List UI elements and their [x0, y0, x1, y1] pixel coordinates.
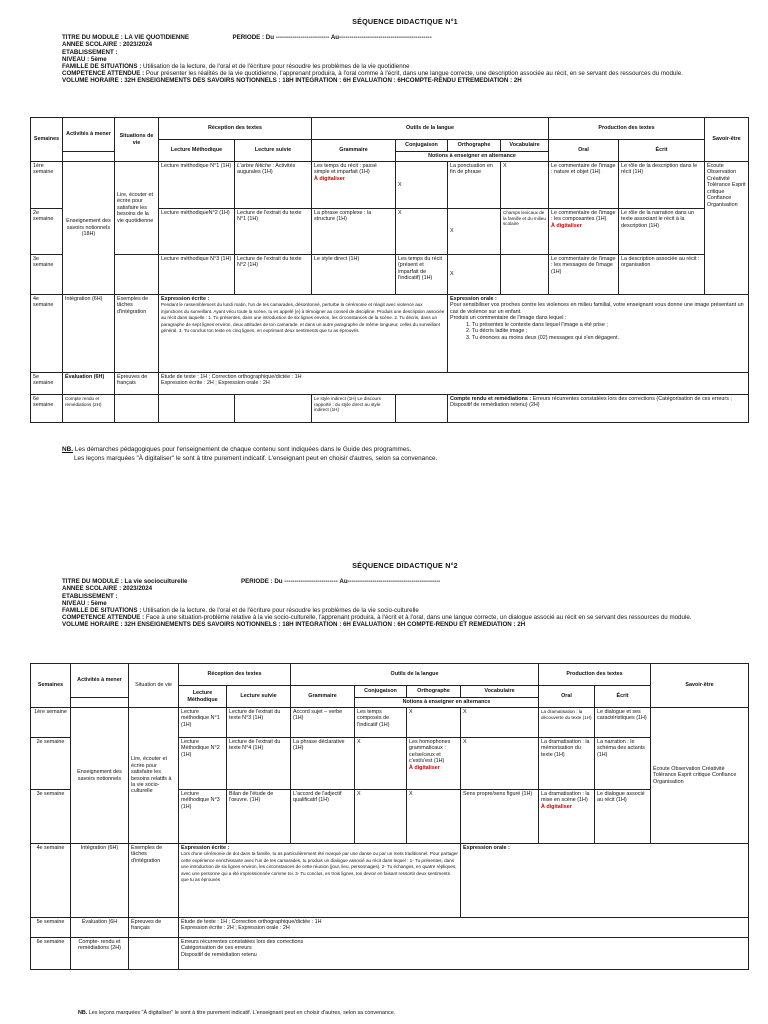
oral-text: La dramatisation : la mise en scène (1H)	[541, 791, 590, 804]
module-line	[62, 578, 748, 585]
volume-horaire: VOLUME HORAIRE : 32H ENSEIGNEMENTS DES SAVOIRS NOTIONNELS : 18H INTÉGRATION : 6H ÉVALUATION : 6H COMPTE-RENDU ET REMÉDIATION : 2H	[62, 621, 526, 629]
periode: PÉRIODE : Du -------------------------- Au---------------------------------------------	[240, 578, 441, 586]
digitaliser-tag: À digitaliser	[409, 764, 440, 771]
nb-label: NB.	[78, 1010, 88, 1016]
week-cell: 6e semaine	[31, 395, 63, 423]
lecture-suivie-cell: Lecture de l'extrait du texte N°1 (1H)	[235, 209, 312, 255]
orthographe-cell: La ponctuation en fin de phrase	[448, 162, 501, 209]
lecture-methodique-cell: Lecture méthodique N°1 (1H)	[159, 162, 235, 209]
orthographe-text: Les homophones grammaticaux : ce/se/ceux et c'est/s'est (1H)	[409, 739, 451, 765]
header-reception: Réception des textes	[159, 118, 312, 140]
compte-rendu-activite: Compte rendu et remédiations (2H)	[63, 395, 115, 423]
header-oral: Oral	[549, 140, 619, 162]
compte-rendu-details	[448, 395, 749, 423]
sequence-title: SÉQUENCE DIDACTIQUE N°2	[352, 561, 458, 570]
grammaire-text: Les temps du récit : passé simple et imparfait (1H)	[314, 163, 377, 176]
compte-rendu-line: Erreurs récurrentes constatées lors des corrections	[181, 939, 304, 945]
orale-item: 1. Tu présentes le contexte dans lequel l'image a été prise ;	[466, 321, 608, 328]
header-lecture-methodique: Lecture Méthodique	[159, 140, 235, 162]
header-situations: Situations de vie	[115, 118, 159, 162]
empty-cell	[129, 938, 179, 970]
header-activites-empty	[63, 152, 115, 162]
oeuvre-title: L'arbre fétiche :	[237, 163, 274, 169]
integration-situation: Exemples de tâches d'intégration	[115, 295, 159, 373]
grammaire-cell: La phrase déclarative (1H)	[291, 738, 355, 790]
lecture-suivie-text: Activités augurales (1H)	[237, 163, 296, 176]
expression-orale-cell	[461, 844, 749, 918]
expression-orale-task: Produis un commentaire de l'image dans lequel :	[450, 315, 567, 322]
evaluation-situation: Épreuves de français	[129, 918, 179, 938]
expression-ecrite-body: Pendant le rassemblement du lundi matin, l'un de tes camarades, désordonné, perturbe la cérémonie et réagit avec violence aux injonctions du surveillant. Ayant vécu toute la scène, tu es appelé (e) à témoigner au conseil de discipline. Produis une description associée au récit dans laquelle : 1. Tu présentes, dans une introduction de six lignes environ, les circonstances de la scène. 2. Tu décris, dans un paragraphe de sept lignes environ, deux attitudes de ton camarade, et dans un autre paragraphe de même longueur, celles du surveillant général. 3. Tu conclus ton texte en cinq lignes, en exprimant deux sentiments que tu as éprouvés.	[161, 302, 445, 334]
integration-activite: Intégration (6H)	[71, 844, 129, 918]
expression-orale-intro: Pour sensibiliser vos proches contre les violences en milieu familial, votre enseignant vous donne une image présentant un cas de violence sur un enfant.	[450, 302, 744, 315]
week-cell: 2e semaine	[31, 738, 71, 790]
situation-vie: Lire, écouter et écrire pour satisfaire les besoins relatifs à la vie socio-culturelle	[129, 708, 179, 844]
lecture-suivie-cell: Lecture de l'extrait du texte N°3 (1H)	[227, 708, 291, 738]
grammaire-cell: L'accord de l'adjectif qualificatif (1H)	[291, 790, 355, 844]
vocabulaire-cell: X	[461, 738, 539, 790]
expression-orale-title: Expression orale :	[450, 296, 497, 302]
nb-text: Les leçons marquées "À digitaliser" le sont à titre purement indicatif. L'enseignant peut en choisir d'autres, selon sa convenance.	[87, 1010, 396, 1016]
expression-ecrite-title: Expression écrite :	[161, 296, 210, 302]
etablissement: ÉTABLISSEMENT :	[62, 592, 118, 600]
header-grammaire: Grammaire	[312, 140, 396, 162]
nb-text-2: Les leçons marquées "À digitaliser" le sont à titre purement indicatif. L'enseignant peut en choisir d'autres, selon sa convenance.	[74, 454, 438, 462]
situation-vie: Lire, écouter et écrire pour satisfaire les besoins de la vie quotidienne	[115, 162, 159, 255]
digitaliser-tag: À digitaliser	[541, 803, 572, 810]
header-production: Production des textes	[539, 664, 651, 686]
orthographe-cell: X	[407, 790, 461, 844]
vocabulaire-cell	[501, 255, 549, 295]
empty-cell	[159, 395, 235, 423]
header-conjugaison: Conjugaison	[355, 686, 407, 698]
header-semaines: Semaines	[31, 118, 63, 162]
sequence-1-table	[30, 117, 749, 423]
week-cell: 3e semaine	[31, 790, 71, 844]
competence-label: COMPÉTENCE ATTENDUE :	[62, 69, 145, 77]
volume-horaire: VOLUME HORAIRE : 32H ENSEIGNEMENTS DES SAVOIRS NOTIONNELS : 18H INTÉGRATION : 6H ÉVALUATION : 6HCOMPTE-RENDU ETREMEDIATION : 2H	[62, 77, 522, 85]
nb-text: Les démarches pédagogiques pour l'enseignement de chaque contenu sont indiquées dans le Guide des programmes.	[73, 446, 412, 453]
integration-activite: Intégration (6H)	[63, 295, 115, 373]
header-grammaire: Grammaire	[291, 686, 355, 708]
lecture-methodique-cell: Lecture méthodiqueN°2 (1H)	[159, 209, 235, 255]
famille-situations	[62, 607, 748, 614]
expression-ecrite-title: Expression écrite :	[181, 845, 230, 851]
header-semaines: Semaines	[31, 664, 71, 708]
header-orthographe: Orthographe	[407, 686, 461, 698]
lecture-methodique-cell: Lecture Méthodique N°2 (1H)	[179, 738, 227, 790]
orthographe-cell: X	[407, 708, 461, 738]
nb-label: NB.	[62, 446, 74, 453]
competence-text: Pour présenter les réalités de la vie quotidienne, l'apprenant produira, à l'oral comme à l'écrit, dans une langue correcte, une description associée au récit, en se servant des ressources du module.	[144, 69, 683, 77]
compte-rendu-text: Erreurs récurrentes constatées lors des corrections (Catégorisation de ces erreurs ; Dispositif de remédiation retenu) (2H)	[450, 396, 732, 409]
module-title: TITRE DU MODULE : LA VIE QUOTIDIENNE	[62, 34, 189, 42]
week-cell: 5e semaine	[31, 918, 71, 938]
week-cell: 5e semaine	[31, 373, 63, 395]
integration-situation: Exemples de tâches d'intégration	[129, 844, 179, 918]
header-outils: Outils de la langue	[312, 118, 549, 140]
famille-label: FAMILLE DE SITUATIONS :	[62, 606, 142, 614]
week-cell: 3e semaine	[31, 255, 63, 295]
module-title: TITRE DU MODULE : La vie socioculturelle	[62, 578, 188, 586]
annee-scolaire: ANNÉE SCOLAIRE : 2023/2024	[62, 41, 153, 49]
evaluation-activite: Évaluation (6H)	[63, 373, 115, 395]
week-cell: 4e semaine	[31, 844, 71, 918]
niveau: NIVEAU : 5ème	[62, 599, 107, 607]
expression-ecrite-cell	[179, 844, 461, 918]
vocabulaire-cell: X	[501, 162, 549, 209]
header-savoir-etre: Savoir-être	[651, 664, 749, 708]
grammaire-cell	[312, 162, 396, 209]
oral-text: Le commentaire de l'image : les composantes (1H)	[551, 210, 616, 223]
compte-rendu-line: Catégorisation de ces erreurs	[181, 945, 252, 952]
oral-cell: La dramatisation : la découverte du texte (1H)	[539, 708, 595, 738]
oral-cell: Le commentaire de l'image : nature et objet (1H)	[549, 162, 619, 209]
header-lecture-suivie: Lecture suivie	[235, 140, 312, 162]
lecture-methodique-cell: Lecture méthodique N°1 (1H)	[179, 708, 227, 738]
header-orthographe: Orthographe	[448, 140, 501, 152]
competence-text: Face à une situation-problème relative à la vie socio-culturelle, l'apprenant produira, à l'écrit et à l'oral, dans une langue correcte, un dialogue associé au récit en se servant des ressources du module.	[144, 613, 692, 621]
sequence-1-header	[62, 18, 748, 84]
sequence-2-note	[78, 1010, 395, 1017]
vocabulaire-cell: Sens propre/sens figuré (1H)	[461, 790, 539, 844]
oral-cell	[539, 790, 595, 844]
header-production: Production des textes	[549, 118, 705, 140]
lecture-methodique-cell: Lecture méthodique N°3 (1H)	[159, 255, 235, 295]
empty-cell	[396, 395, 448, 423]
savoir-etre-cell: Écoute Observation Créativité Tolérance Esprit critique Confiance Organisation	[651, 708, 749, 844]
orthographe-cell	[407, 738, 461, 790]
evaluation-details	[179, 918, 749, 938]
header-situation: Situation de vie	[129, 664, 179, 708]
evaluation-activite: Évaluation (6H	[71, 918, 129, 938]
savoir-etre-cell: Écoute Observation Créativité Tolérance Esprit critique Confiance Organisation	[705, 162, 749, 295]
lecture-suivie-cell: Lecture de l'extrait du texte N°2 (1H)	[235, 255, 312, 295]
empty-cell	[235, 395, 312, 423]
periode: PÉRIODE : Du -------------------------- Au---------------------------------------------	[232, 34, 432, 42]
lecture-suivie-cell	[235, 162, 312, 209]
digitaliser-tag: À digitaliser	[314, 175, 345, 182]
grammaire-cell: Accord sujet – verbe (1H)	[291, 708, 355, 738]
expression-ecrite-body: Lors d'une cérémonie de dot dans ta famille, tu as particulièrement été marqué par une danse ou par un mets traditionnel. Pour partager cette expérience enrichissante avec l'un de tes camarades, tu produis un dialogue associé au récit dans lequel : 1- Tu présentes, dans une introduction de six lignes environ, les circonstances de cette réunion (jour, lieu, personnages). 2- Tu échanges, en quatre répliques, avec une personne qui a été impressionnée comme toi. 3- Tu conclus, en trois lignes, ton devoir en faisant ressortir deux sentiments que tu as éprouvés	[181, 851, 458, 883]
competence-attendue	[62, 614, 748, 621]
competence-label: COMPÉTENCE ATTENDUE :	[62, 613, 145, 621]
header-activites: Activités à mener	[71, 664, 129, 698]
orthographe-cell: X	[448, 209, 501, 255]
style-indirect-cell: Le style indirect (1H) Le discours rapporté : du style direct au style indirect (1H)	[312, 395, 396, 423]
activite-enseignement: Enseignement des savoirs notionnels (18H)	[63, 162, 115, 295]
week-cell: 2e semaine	[31, 209, 63, 255]
header-savoir-etre: Savoir-être	[705, 118, 749, 162]
sequence-1-note	[62, 446, 742, 463]
ecrit-cell: La narration : le schéma des actants (1H)	[595, 738, 651, 790]
vocabulaire-cell: Champs lexicaux de la famille et du milieu scolaire	[501, 209, 549, 255]
header-reception: Réception des textes	[179, 664, 291, 686]
week-cell: 6e semaine	[31, 938, 71, 970]
header-ecrit: Écrit	[619, 140, 705, 162]
situation-vie-cont	[115, 255, 159, 295]
lecture-suivie-cell: Bilan de l'étude de l'œuvre. (1H)	[227, 790, 291, 844]
week-cell: 4e semaine	[31, 295, 63, 373]
evaluation-line: Étude de texte : 1H ; Correction orthographique/dictée : 1H	[161, 374, 302, 380]
grammaire-cell: Le style direct (1H)	[312, 255, 396, 295]
header-ecrit: Écrit	[595, 686, 651, 708]
etablissement: ÉTABLISSEMENT :	[62, 48, 118, 56]
compte-rendu-line: Dispositif de remédiation retenu	[181, 951, 257, 958]
activite-enseignement: Enseignement des savoirs notionnels	[71, 708, 129, 844]
sequence-2-table	[30, 663, 749, 970]
sequence-2-header	[62, 562, 748, 628]
compte-rendu-activite: Compte- rendu et remédiations (2H)	[71, 938, 129, 970]
famille-label: FAMILLE DE SITUATIONS :	[62, 62, 142, 70]
conjugaison-cell: X	[396, 209, 448, 255]
header-oral: Oral	[539, 686, 595, 708]
ecrit-cell: Le dialogue associé au récit (1H)	[595, 790, 651, 844]
header-notions: Notions à enseigner en alternance	[396, 152, 549, 162]
ecrit-cell: Le rôle de la narration dans un texte associant le récit à la description (1H)	[619, 209, 705, 255]
lecture-methodique-cell: Lecture méthodique N°3 (1H)	[179, 790, 227, 844]
compte-rendu-title: Compte rendu et remédiations :	[450, 396, 532, 402]
oral-cell: La dramatisation : la mémorisation du texte (1H)	[539, 738, 595, 790]
header-activites: Activités à mener	[63, 118, 115, 152]
evaluation-line: Expression écrite : 2H ; Expression orale : 2H	[161, 380, 270, 387]
compte-rendu-details	[179, 938, 749, 970]
competence-attendue	[62, 70, 748, 77]
famille-text: Utilisation de la lecture, de l'oral et de l'écriture pour résoudre les problèmes de la vie quotidienne	[141, 62, 410, 70]
header-lecture-suivie: Lecture suivie	[227, 686, 291, 708]
sequence-title: SÉQUENCE DIDACTIQUE N°1	[352, 17, 458, 26]
header-conjugaison: Conjugaison	[396, 140, 448, 152]
orale-item: 3. Tu énonces au moins deux (02) messages qui s'en dégagent.	[466, 334, 619, 341]
week-cell: 1ère semaine	[31, 162, 63, 209]
orale-item: 2. Tu décris ladite image ;	[466, 328, 528, 335]
digitaliser-tag: À digitaliser	[551, 222, 582, 229]
header-vocabulaire: Vocabulaire	[461, 686, 539, 698]
annee-scolaire: ANNÉE SCOLAIRE : 2023/2024	[62, 585, 153, 593]
header-notions: Notions à enseigner en alternance	[355, 698, 539, 708]
expression-orale-cell	[448, 295, 749, 373]
evaluation-line: Expression écrite : 2H ; Expression orale : 2H	[181, 925, 290, 932]
conjugaison-cell: X	[355, 790, 407, 844]
orthographe-cell: X	[448, 255, 501, 295]
vocabulaire-cell: X	[461, 708, 539, 738]
famille-situations	[62, 63, 748, 70]
ecrit-cell: Le rôle de la description dans le récit (1H)	[619, 162, 705, 209]
oral-cell: Le commentaire de l'image : les messages de l'image (1H)	[549, 255, 619, 295]
conjugaison-cell: Les temps composés de l'indicatif (1H)	[355, 708, 407, 738]
expression-ecrite-cell	[159, 295, 448, 373]
expression-orale-title: Expression orale :	[463, 845, 510, 851]
empty-cell	[115, 395, 159, 423]
lecture-suivie-cell: Lecture de l'extrait du texte N°4 (1H)	[227, 738, 291, 790]
grammaire-cell: La phrase complexe : la structure (1H)	[312, 209, 396, 255]
header-activites-empty	[71, 698, 129, 708]
evaluation-situation: Épreuves de français	[115, 373, 159, 395]
niveau: NIVEAU : 5ème	[62, 55, 107, 63]
header-outils: Outils de la langue	[291, 664, 539, 686]
famille-text: Utilisation de la lecture, de l'oral et de l'écriture pour résoudre les problèmes de la vie socio-culturelle	[141, 606, 419, 614]
header-vocabulaire: Vocabulaire	[501, 140, 549, 152]
conjugaison-cell: Les temps du récit (présent et imparfait de l'indicatif) (1H)	[396, 255, 448, 295]
oral-cell	[549, 209, 619, 255]
header-lecture-methodique: Lecture Méthodique	[179, 686, 227, 708]
conjugaison-cell: X	[396, 162, 448, 209]
evaluation-line: Étude de texte : 1H ; Correction orthographique/dictée : 1H	[181, 919, 322, 925]
evaluation-details	[159, 373, 749, 395]
conjugaison-cell: X	[355, 738, 407, 790]
module-line	[62, 34, 748, 41]
ecrit-cell: La description associée au récit : organisation	[619, 255, 705, 295]
week-cell: 1ère semaine	[31, 708, 71, 738]
ecrit-cell: Le dialogue et ses caractéristiques (1H)	[595, 708, 651, 738]
